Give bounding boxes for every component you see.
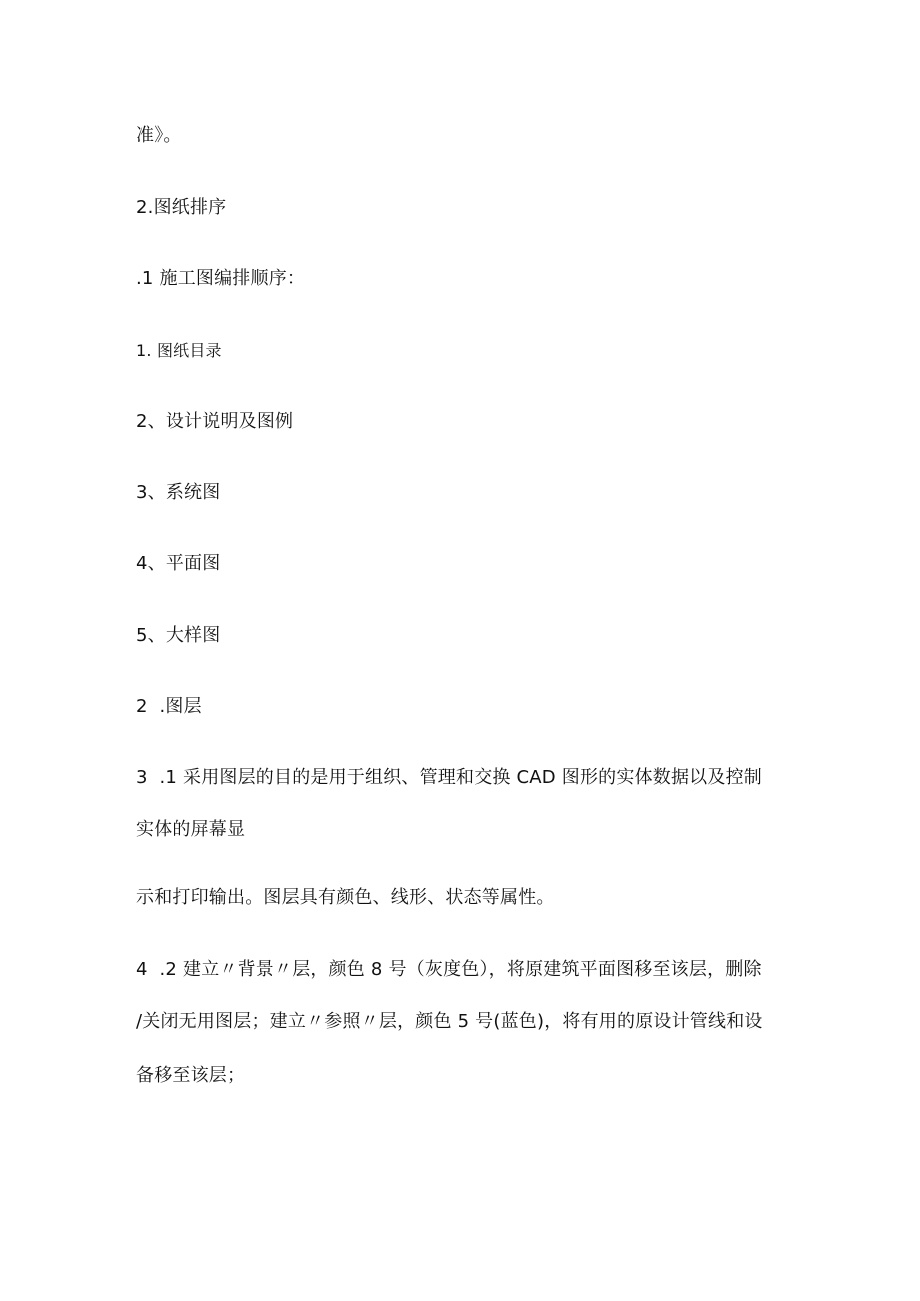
list-item-design-notes: 2、设计说明及图例 [136,411,294,432]
subheading-sequence: .1 施工图编排顺序： [136,268,306,289]
paragraph-layer-properties: 示和打印输出。图层具有颜色、线形、状态等属性。 [136,887,555,908]
paragraph-layer-purpose-line2: 实体的屏幕显 [136,819,246,840]
list-item-plan-view: 4、平面图 [136,553,221,574]
paragraph-layer-purpose-line1: 3 .1 采用图层的目的是用于组织、管理和交换 CAD 图形的实体数据以及控制 [136,767,762,788]
paragraph-background-layer-line1: 4 .2 建立〃背景〃层，颜色 8 号（灰度色），将原建筑平面图移至该层，删除 [136,959,762,980]
text-line-continuation: 准》。 [136,125,182,146]
paragraph-background-layer-line2: /关闭无用图层；建立〃参照〃层，颜色 5 号(蓝色)，将有用的原设计管线和设 [136,1011,763,1032]
section-heading-layers: 2 .图层 [136,696,202,717]
list-item-detail-drawing: 5、大样图 [136,625,221,646]
list-item-directory: 1. 图纸目录 [136,341,222,360]
section-heading-drawing-order: 2.图纸排序 [136,197,227,218]
list-item-system-diagram: 3、系统图 [136,482,221,503]
paragraph-background-layer-line3: 备移至该层； [136,1065,246,1086]
